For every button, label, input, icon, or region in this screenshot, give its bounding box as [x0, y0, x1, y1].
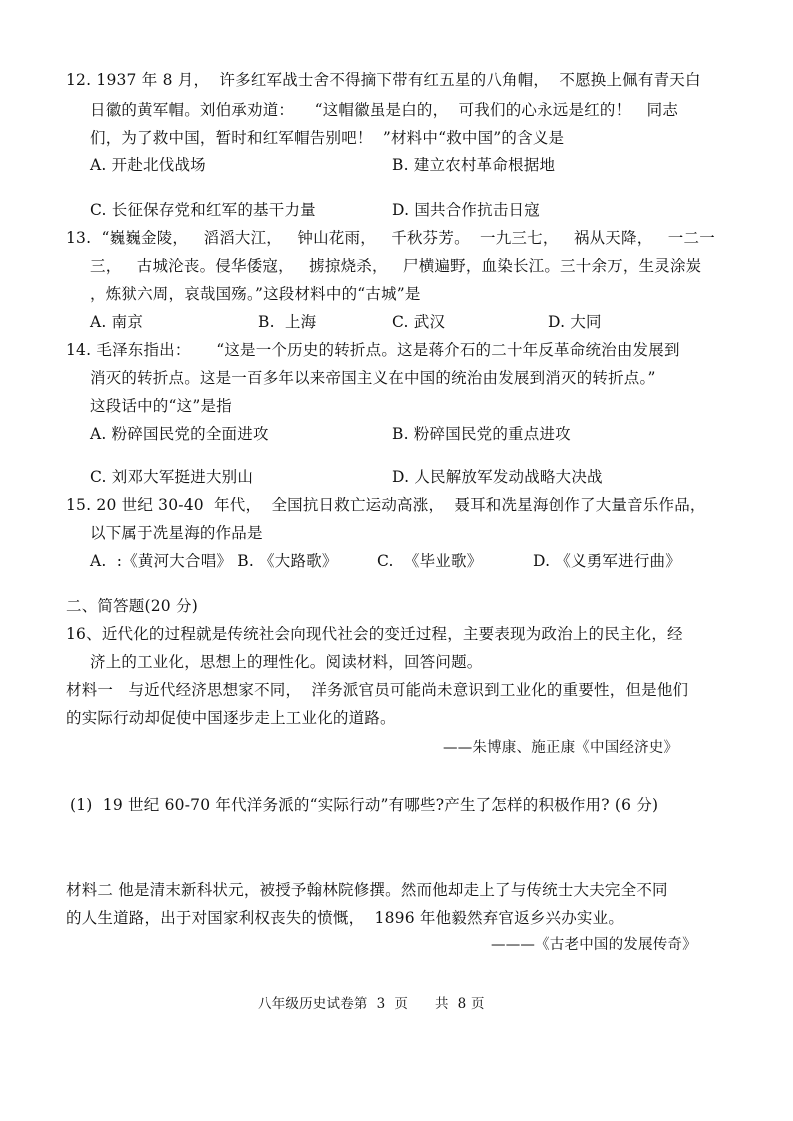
- question-12-option-b: B. 建立农村革命根据地: [392, 156, 556, 174]
- question-13-option-b: B. 上海: [258, 313, 317, 331]
- question-14-option-d: D. 人民解放军发动战略大决战: [392, 468, 603, 486]
- question-15-option-d: D. 《义勇军进行曲》: [533, 552, 681, 570]
- question-13-line-3: ，炼狱六周，哀哉国殇。”这段材料中的“古城”是: [90, 285, 421, 303]
- question-13-line-1: 13. “巍巍金陵， 滔滔大江， 钟山花雨， 千秋芬芳。 一九三七， 祸从天降， 一二一: [66, 229, 715, 247]
- material-1-line-1: 材料一 与近代经济思想家不同， 洋务派官员可能尚未意识到工业化的重要性，但是他们: [66, 681, 689, 699]
- subquestion-1: (1) 19 世纪 60-70 年代洋务派的“实际行动”有哪些?产生了怎样的积极作用? (6 分): [70, 796, 659, 814]
- question-13-option-d: D. 大同: [548, 313, 602, 331]
- question-14-line-2: 消灭的转折点。这是一百多年以来帝国主义在中国的统治由发展到消灭的转折点。”: [90, 369, 656, 387]
- page-footer: 八年级历史试卷第 3 页 共 8 页: [258, 996, 485, 1012]
- question-15-option-c: C. 《毕业歌》: [377, 552, 483, 570]
- question-13-option-a: A. 南京: [90, 313, 144, 331]
- question-12-option-a: A. 开赴北伐战场: [90, 156, 206, 174]
- question-12-line-3: 们，为了救中国，暂时和红军帽告别吧！ ”材料中“救中国”的含义是: [90, 129, 565, 147]
- material-2-line-1: 材料二 他是清末新科状元，被授予翰林院修撰。然而他却走上了与传统士大夫完全不同: [66, 881, 668, 899]
- question-12-line-2: 日徽的黄军帽。刘伯承劝道： “这帽徽虽是白的， 可我们的心永远是红的！ 同志: [90, 101, 679, 119]
- question-15-line-1: 15. 20 世纪 30-40 年代， 全国抗日救亡运动高涨， 聂耳和冼星海创作了大量音乐作品，: [66, 496, 706, 514]
- question-15-option-a-b: A. :《黄河大合唱》 B. 《大路歌》: [90, 552, 338, 570]
- material-2-line-2: 的人生道路，出于对国家利权丧失的愤慨， 1896 年他毅然弃官返乡兴办实业。: [66, 909, 625, 927]
- question-16-intro-line-2: 济上的工业化，思想上的理性化。阅读材料，回答问题。: [90, 653, 483, 671]
- question-12-line-1: 12. 1937 年 8 月， 许多红军战士舍不得摘下带有红五星的八角帽， 不愿换上佩有青天白: [66, 71, 701, 89]
- question-12-option-d: D. 国共合作抗击日寇: [392, 201, 540, 219]
- question-16-intro-line-1: 16、近代化的过程就是传统社会向现代社会的变迁过程，主要表现为政治上的民主化，经: [66, 625, 683, 643]
- question-14-line-3: 这段话中的“这”是指: [90, 397, 232, 415]
- question-14-option-b: B. 粉碎国民党的重点进攻: [392, 425, 571, 443]
- question-14-option-c: C. 刘邓大军挺进大别山: [90, 468, 254, 486]
- question-13-option-c: C. 武汉: [392, 313, 446, 331]
- question-14-line-1: 14. 毛泽东指出： “这是一个历史的转折点。这是蒋介石的二十年反革命统治由发展到: [66, 341, 680, 359]
- section-heading: 二、简答题(20 分): [66, 597, 198, 615]
- material-2-source: ———《古老中国的发展传奇》: [491, 937, 697, 953]
- question-14-option-a: A. 粉碎国民党的全面进攻: [90, 425, 269, 443]
- question-12-option-c: C. 长征保存党和红军的基干力量: [90, 201, 316, 219]
- question-15-line-2: 以下属于冼星海的作品是: [90, 524, 263, 542]
- question-13-line-2: 三， 古城沦丧。侵华倭寇， 掳掠烧杀， 尸横遍野，血染长江。三十余万，生灵涂炭: [90, 257, 702, 275]
- material-1-source: ——朱博康、施正康《中国经济史》: [443, 740, 679, 756]
- material-1-line-2: 的实际行动却促使中国逐步走上工业化的道路。: [66, 709, 396, 727]
